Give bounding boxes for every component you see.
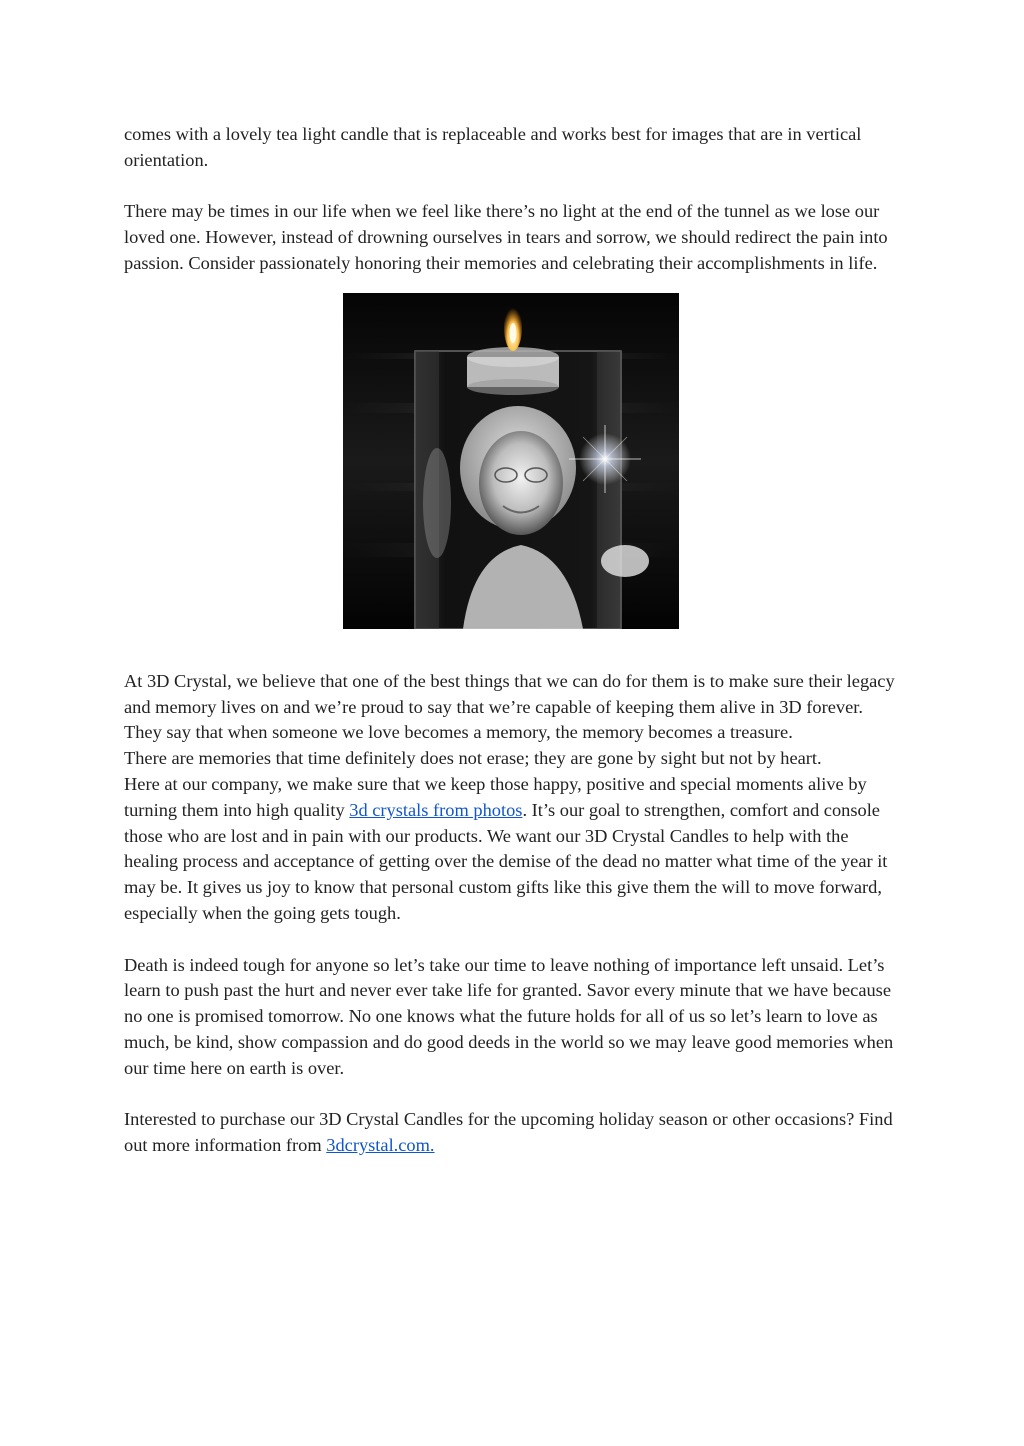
paragraph-gap — [124, 1082, 904, 1108]
paragraph-company-text-2: . It’s our goal to strengthen, comfort and console those who are lost and in pain with our products. We want our 3D Crystal Candles to help with the healing process and acceptance of getting over the demise of the dead no matter what time of the year it may be. It gives us joy to know that personal custom gifts like this give them the will to move forward, especially when the going gets tough. — [124, 799, 888, 923]
paragraph-company — [124, 772, 904, 927]
paragraph-gap — [124, 174, 904, 200]
paragraph-death: Death is indeed tough for anyone so let’s take our time to leave nothing of importance left unsaid. Let’s learn to push past the hurt and never ever take life for granted. Savor every minute that we have because no one is promised tomorrow. No one knows what the future holds for all of us so let’s learn to love as much, be kind, show compassion and do good deeds in the world so we may leave good memories when our time here on earth is over. — [124, 954, 894, 1078]
paragraph-purchase-text: Interested to purchase our 3D Crystal Candles for the upcoming holiday season or other occasions? Find out more information from — [124, 1109, 893, 1156]
paragraph-company-text-1: Here at our company, we make sure that we keep those happy, positive and special moments alive by turning them into high quality — [124, 773, 867, 820]
document-body — [124, 122, 904, 1159]
3dcrystal-site-link[interactable]: 3dcrystal.com. — [326, 1135, 435, 1156]
crystals-from-photos-link[interactable]: 3d crystals from photos — [349, 799, 523, 820]
figure — [124, 293, 904, 629]
paragraph-legacy: At 3D Crystal, we believe that one of the best things that we can do for them is to make sure their legacy and memory lives on and we’re proud to say that we’re capable of keeping them alive in 3D forever. They say that when someone we love becomes a memory, the memory becomes a treasure. — [124, 670, 895, 743]
paragraph-memories: There are memories that time definitely does not erase; they are gone by sight but not by heart. — [124, 748, 822, 769]
paragraph-tea-light: comes with a lovely tea light candle that is replaceable and works best for images that are in vertical orientation. — [124, 124, 862, 170]
crystal-candle-photo — [343, 293, 679, 629]
paragraph-loss: There may be times in our life when we feel like there’s no light at the end of the tunnel as we lose our loved one. However, instead of drowning ourselves in tears and sorrow, we should redirect the pain into passion. Consider passionately honoring their memories and celebrating their accomplishments in life. — [124, 201, 888, 273]
paragraph-purchase — [124, 1107, 904, 1159]
paragraph-gap — [124, 927, 904, 953]
